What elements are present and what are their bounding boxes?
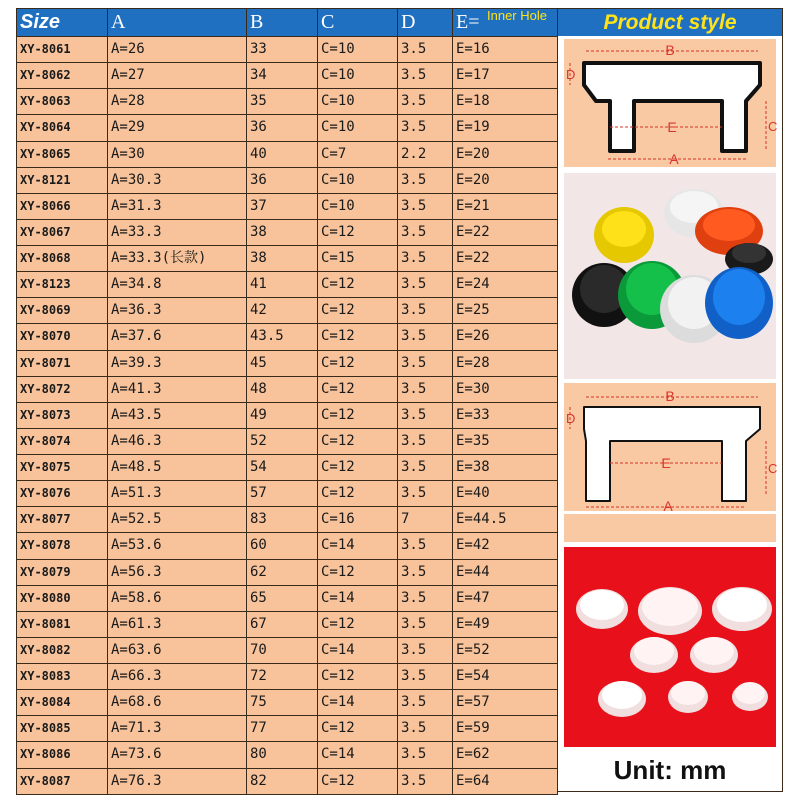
cell-b: 65 <box>247 585 318 611</box>
cell-model: XY-8063 <box>17 89 108 115</box>
cell-d: 3.5 <box>398 716 453 742</box>
cell-b: 52 <box>247 428 318 454</box>
cell-a: A=30 <box>108 141 247 167</box>
cell-c: C=12 <box>318 402 398 428</box>
dim-label-d-2: D <box>566 411 576 426</box>
cell-a: A=43.5 <box>108 402 247 428</box>
table-row <box>17 637 558 663</box>
cell-c: C=14 <box>318 637 398 663</box>
cell-c: C=12 <box>318 219 398 245</box>
cell-a: A=36.3 <box>108 298 247 324</box>
table-row <box>17 585 558 611</box>
cell-a: A=48.5 <box>108 455 247 481</box>
cell-c: C=12 <box>318 559 398 585</box>
cell-a: A=27 <box>108 63 247 89</box>
cell-b: 54 <box>247 455 318 481</box>
plug-outline <box>584 63 760 151</box>
header-size: Size <box>17 9 108 37</box>
cell-b: 82 <box>247 768 318 794</box>
cell-c: C=12 <box>318 768 398 794</box>
cell-b: 41 <box>247 272 318 298</box>
cell-e: E=64 <box>453 768 558 794</box>
cell-b: 83 <box>247 507 318 533</box>
cell-b: 36 <box>247 167 318 193</box>
cell-a: A=58.6 <box>108 585 247 611</box>
cell-a: A=26 <box>108 37 247 63</box>
cell-e: E=20 <box>453 167 558 193</box>
header-d: D <box>398 9 453 37</box>
cell-d: 3.5 <box>398 246 453 272</box>
dimension-diagram-bottom <box>564 383 778 514</box>
cell-e: E=38 <box>453 455 558 481</box>
table-row <box>17 115 558 141</box>
cell-d: 3.5 <box>398 428 453 454</box>
cell-e: E=25 <box>453 298 558 324</box>
cell-model: XY-8068 <box>17 246 108 272</box>
header-b: B <box>247 9 318 37</box>
cell-a: A=63.6 <box>108 637 247 663</box>
header-a: A <box>108 9 247 37</box>
cell-b: 42 <box>247 298 318 324</box>
cell-model: XY-8067 <box>17 219 108 245</box>
cell-model: XY-8061 <box>17 37 108 63</box>
cell-a: A=66.3 <box>108 664 247 690</box>
cell-e: E=42 <box>453 533 558 559</box>
cell-d: 3.5 <box>398 585 453 611</box>
table-row <box>17 219 558 245</box>
cell-b: 60 <box>247 533 318 559</box>
cell-d: 3.5 <box>398 376 453 402</box>
cell-model: XY-8086 <box>17 742 108 768</box>
table-row <box>17 533 558 559</box>
table-row <box>17 481 558 507</box>
cell-b: 77 <box>247 716 318 742</box>
cell-b: 45 <box>247 350 318 376</box>
cell-model: XY-8064 <box>17 115 108 141</box>
cell-a: A=33.3 <box>108 219 247 245</box>
cell-model: XY-8070 <box>17 324 108 350</box>
cell-a: A=33.3(长款) <box>108 246 247 272</box>
plug-cross-section-diagram-2 <box>564 383 778 514</box>
cell-c: C=12 <box>318 611 398 637</box>
cell-b: 43.5 <box>247 324 318 350</box>
cell-model: XY-8065 <box>17 141 108 167</box>
table-row <box>17 507 558 533</box>
cell-model: XY-8087 <box>17 768 108 794</box>
cell-e: E=16 <box>453 37 558 63</box>
cell-model: XY-8080 <box>17 585 108 611</box>
cell-c: C=10 <box>318 167 398 193</box>
header-e <box>453 9 558 37</box>
cell-b: 38 <box>247 219 318 245</box>
cell-c: C=12 <box>318 455 398 481</box>
white-plugs-image <box>564 547 776 747</box>
cell-b: 57 <box>247 481 318 507</box>
dim-label-a-2: A <box>663 498 673 514</box>
white-plugs-photo <box>564 547 776 747</box>
cell-e: E=54 <box>453 664 558 690</box>
header-c: C <box>318 9 398 37</box>
cell-model: XY-8062 <box>17 63 108 89</box>
table-row <box>17 428 558 454</box>
cell-b: 38 <box>247 246 318 272</box>
cell-c: C=12 <box>318 272 398 298</box>
table-row <box>17 141 558 167</box>
cell-b: 70 <box>247 637 318 663</box>
table-body <box>17 37 558 795</box>
cell-a: A=31.3 <box>108 193 247 219</box>
cell-e: E=18 <box>453 89 558 115</box>
cell-model: XY-8078 <box>17 533 108 559</box>
cell-a: A=61.3 <box>108 611 247 637</box>
dim-label-b: B <box>665 42 675 58</box>
cell-d: 3.5 <box>398 193 453 219</box>
blank-cell <box>564 514 776 542</box>
cell-e: E=21 <box>453 193 558 219</box>
cell-e: E=30 <box>453 376 558 402</box>
cell-a: A=56.3 <box>108 559 247 585</box>
product-style-panel <box>557 8 783 792</box>
table-row <box>17 63 558 89</box>
cell-b: 36 <box>247 115 318 141</box>
cell-c: C=10 <box>318 63 398 89</box>
cell-e: E=57 <box>453 690 558 716</box>
cell-d: 3.5 <box>398 89 453 115</box>
table-row <box>17 324 558 350</box>
cell-model: XY-8081 <box>17 611 108 637</box>
cell-d: 3.5 <box>398 272 453 298</box>
table-row <box>17 298 558 324</box>
cell-c: C=12 <box>318 324 398 350</box>
dim-label-e-2: E <box>661 455 671 471</box>
table-header-row <box>17 9 558 37</box>
cell-a: A=52.5 <box>108 507 247 533</box>
table-row <box>17 193 558 219</box>
cell-e: E=24 <box>453 272 558 298</box>
cell-model: XY-8072 <box>17 376 108 402</box>
dim-label-a: A <box>669 151 679 167</box>
cell-b: 72 <box>247 664 318 690</box>
cell-model: XY-8074 <box>17 428 108 454</box>
cell-e: E=22 <box>453 246 558 272</box>
header-e-inner-hole: Inner Hole <box>487 8 547 23</box>
cell-a: A=46.3 <box>108 428 247 454</box>
cell-a: A=34.8 <box>108 272 247 298</box>
cell-e: E=49 <box>453 611 558 637</box>
cell-b: 33 <box>247 37 318 63</box>
unit-label-box <box>564 751 776 789</box>
cell-e: E=44.5 <box>453 507 558 533</box>
table-row <box>17 716 558 742</box>
cell-c: C=12 <box>318 428 398 454</box>
cell-c: C=12 <box>318 376 398 402</box>
cell-c: C=10 <box>318 115 398 141</box>
cell-d: 3.5 <box>398 63 453 89</box>
table-row <box>17 611 558 637</box>
cell-d: 3.5 <box>398 742 453 768</box>
cell-b: 49 <box>247 402 318 428</box>
cell-c: C=12 <box>318 298 398 324</box>
table-row <box>17 350 558 376</box>
cell-d: 3.5 <box>398 611 453 637</box>
cell-d: 3.5 <box>398 298 453 324</box>
cell-d: 3.5 <box>398 402 453 428</box>
cell-d: 3.5 <box>398 559 453 585</box>
cell-e: E=40 <box>453 481 558 507</box>
cell-a: A=76.3 <box>108 768 247 794</box>
header-e-label: E= <box>456 11 480 33</box>
cell-model: XY-8076 <box>17 481 108 507</box>
cell-model: XY-8075 <box>17 455 108 481</box>
cell-b: 48 <box>247 376 318 402</box>
dim-label-e: E <box>667 119 677 135</box>
cell-c: C=10 <box>318 37 398 63</box>
cell-c: C=16 <box>318 507 398 533</box>
cell-c: C=7 <box>318 141 398 167</box>
cell-d: 3.5 <box>398 533 453 559</box>
cell-b: 35 <box>247 89 318 115</box>
cell-d: 3.5 <box>398 455 453 481</box>
colored-plugs-image <box>564 173 776 379</box>
cell-d: 7 <box>398 507 453 533</box>
plug-outline-2 <box>584 407 760 501</box>
cell-c: C=14 <box>318 690 398 716</box>
cell-d: 3.5 <box>398 768 453 794</box>
cell-b: 40 <box>247 141 318 167</box>
dim-label-c-2: C <box>768 461 778 476</box>
unit-label: Unit: mm <box>613 755 727 785</box>
table-row <box>17 167 558 193</box>
cell-b: 75 <box>247 690 318 716</box>
cell-model: XY-8073 <box>17 402 108 428</box>
cell-e: E=47 <box>453 585 558 611</box>
cell-a: A=39.3 <box>108 350 247 376</box>
product-style-title: Product style <box>558 9 782 36</box>
table-row <box>17 272 558 298</box>
cell-model: XY-8077 <box>17 507 108 533</box>
cell-d: 3.5 <box>398 481 453 507</box>
cell-a: A=68.6 <box>108 690 247 716</box>
cell-e: E=52 <box>453 637 558 663</box>
table-row <box>17 37 558 63</box>
cell-e: E=19 <box>453 115 558 141</box>
dim-label-c: C <box>768 119 778 134</box>
table-row <box>17 376 558 402</box>
cell-a: A=51.3 <box>108 481 247 507</box>
cell-e: E=33 <box>453 402 558 428</box>
cell-c: C=14 <box>318 742 398 768</box>
cell-d: 2.2 <box>398 141 453 167</box>
cell-c: C=15 <box>318 246 398 272</box>
cell-e: E=17 <box>453 63 558 89</box>
cell-c: C=10 <box>318 89 398 115</box>
cell-c: C=12 <box>318 481 398 507</box>
cell-model: XY-8083 <box>17 664 108 690</box>
cell-d: 3.5 <box>398 350 453 376</box>
cell-d: 3.5 <box>398 115 453 141</box>
colored-plugs-photo <box>564 173 776 379</box>
cell-b: 67 <box>247 611 318 637</box>
cell-b: 34 <box>247 63 318 89</box>
table-row <box>17 246 558 272</box>
cell-c: C=12 <box>318 716 398 742</box>
cell-model: XY-8082 <box>17 637 108 663</box>
cell-c: C=10 <box>318 193 398 219</box>
dimension-diagram-top <box>564 39 776 167</box>
cell-model: XY-8123 <box>17 272 108 298</box>
cell-model: XY-8069 <box>17 298 108 324</box>
cell-e: E=59 <box>453 716 558 742</box>
table-row <box>17 768 558 794</box>
cell-e: E=22 <box>453 219 558 245</box>
cell-e: E=35 <box>453 428 558 454</box>
table-row <box>17 89 558 115</box>
cell-model: XY-8071 <box>17 350 108 376</box>
table-row <box>17 690 558 716</box>
cell-a: A=28 <box>108 89 247 115</box>
cell-a: A=37.6 <box>108 324 247 350</box>
cell-d: 3.5 <box>398 167 453 193</box>
cell-d: 3.5 <box>398 664 453 690</box>
cell-a: A=53.6 <box>108 533 247 559</box>
cell-model: XY-8121 <box>17 167 108 193</box>
size-table <box>16 8 558 795</box>
table-row <box>17 455 558 481</box>
cell-e: E=28 <box>453 350 558 376</box>
cell-b: 80 <box>247 742 318 768</box>
cell-model: XY-8066 <box>17 193 108 219</box>
dim-label-d: D <box>566 67 576 82</box>
cell-a: A=71.3 <box>108 716 247 742</box>
cell-a: A=41.3 <box>108 376 247 402</box>
cell-d: 3.5 <box>398 37 453 63</box>
cell-d: 3.5 <box>398 219 453 245</box>
cell-model: XY-8079 <box>17 559 108 585</box>
cell-e: E=26 <box>453 324 558 350</box>
cell-model: XY-8085 <box>17 716 108 742</box>
cell-b: 62 <box>247 559 318 585</box>
cell-d: 3.5 <box>398 690 453 716</box>
cell-a: A=29 <box>108 115 247 141</box>
plug-cross-section-diagram <box>564 39 776 167</box>
table-row <box>17 742 558 768</box>
cell-e: E=44 <box>453 559 558 585</box>
cell-a: A=30.3 <box>108 167 247 193</box>
cell-d: 3.5 <box>398 637 453 663</box>
cell-e: E=62 <box>453 742 558 768</box>
cell-c: C=14 <box>318 585 398 611</box>
cell-c: C=12 <box>318 350 398 376</box>
table-row <box>17 559 558 585</box>
cell-model: XY-8084 <box>17 690 108 716</box>
cell-a: A=73.6 <box>108 742 247 768</box>
table-row <box>17 402 558 428</box>
cell-c: C=12 <box>318 664 398 690</box>
cell-c: C=14 <box>318 533 398 559</box>
table-row <box>17 664 558 690</box>
dim-label-b-2: B <box>665 388 675 404</box>
cell-d: 3.5 <box>398 324 453 350</box>
cell-b: 37 <box>247 193 318 219</box>
cell-e: E=20 <box>453 141 558 167</box>
